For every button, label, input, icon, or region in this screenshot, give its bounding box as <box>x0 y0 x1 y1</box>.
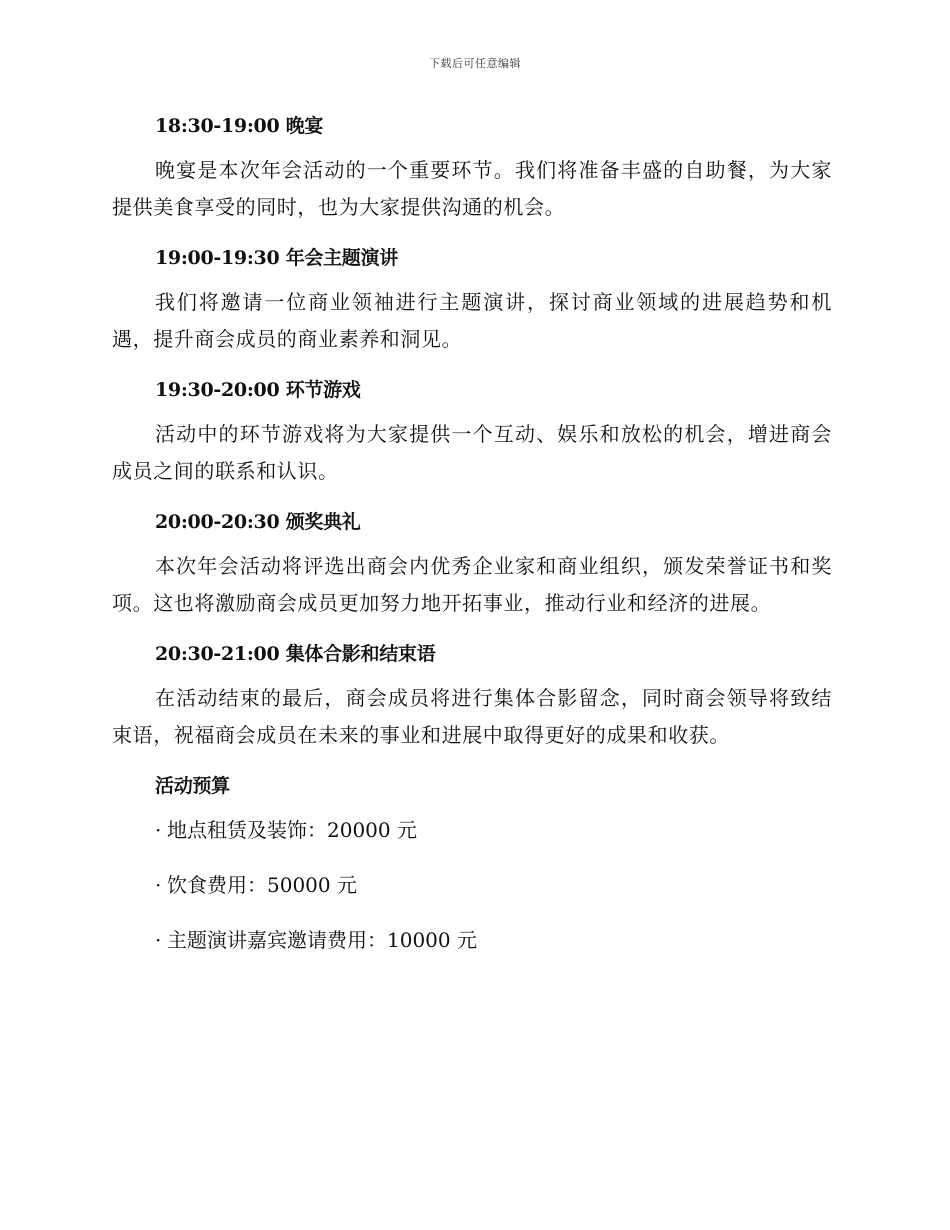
section-body-closing: 在活动结束的最后，商会成员将进行集体合影留念，同时商会领导将致结束语，祝福商会成员在未来的事业和进展中取得更好的成果和收获。 <box>112 686 832 747</box>
budget-item-speaker <box>112 922 832 958</box>
bullet-marker: · <box>155 928 162 952</box>
section-body-dinner: 晚宴是本次年会活动的一个重要环节。我们将准备丰盛的自助餐，为大家提供美食享受的同时，也为大家提供沟通的机会。 <box>112 158 832 219</box>
budget-item-text: 地点租赁及装饰：20000 元 <box>167 818 417 842</box>
section-body-games: 活动中的环节游戏将为大家提供一个互动、娱乐和放松的机会，增进商会成员之间的联系和认识。 <box>112 422 832 483</box>
bullet-marker: · <box>155 873 162 897</box>
section-body-awards: 本次年会活动将评选出商会内优秀企业家和商业组织，颁发荣誉证书和奖项。这也将激励商会成员更加努力地开拓事业，推动行业和经济的进展。 <box>112 554 832 615</box>
section-heading-dinner: 18:30-19:00 晚宴 <box>155 115 324 137</box>
budget-item-venue <box>112 812 832 848</box>
section-heading-awards: 20:00-20:30 颁奖典礼 <box>155 511 361 533</box>
section-body-keynote: 我们将邀请一位商业领袖进行主题演讲，探讨商业领域的进展趋势和机遇，提升商会成员的商业素养和洞见。 <box>112 290 832 351</box>
budget-heading: 活动预算 <box>155 775 230 797</box>
page-header: 下载后可任意编辑 <box>429 57 521 70</box>
budget-item-catering <box>112 867 832 903</box>
bullet-marker: · <box>155 818 162 842</box>
budget-item-text: 主题演讲嘉宾邀请费用：10000 元 <box>167 928 477 952</box>
section-heading-games: 19:30-20:00 环节游戏 <box>155 379 361 401</box>
budget-item-text: 饮食费用：50000 元 <box>167 873 357 897</box>
document-body <box>112 108 832 977</box>
section-heading-closing: 20:30-21:00 集体合影和结束语 <box>155 643 436 665</box>
section-heading-keynote: 19:00-19:30 年会主题演讲 <box>155 247 398 269</box>
